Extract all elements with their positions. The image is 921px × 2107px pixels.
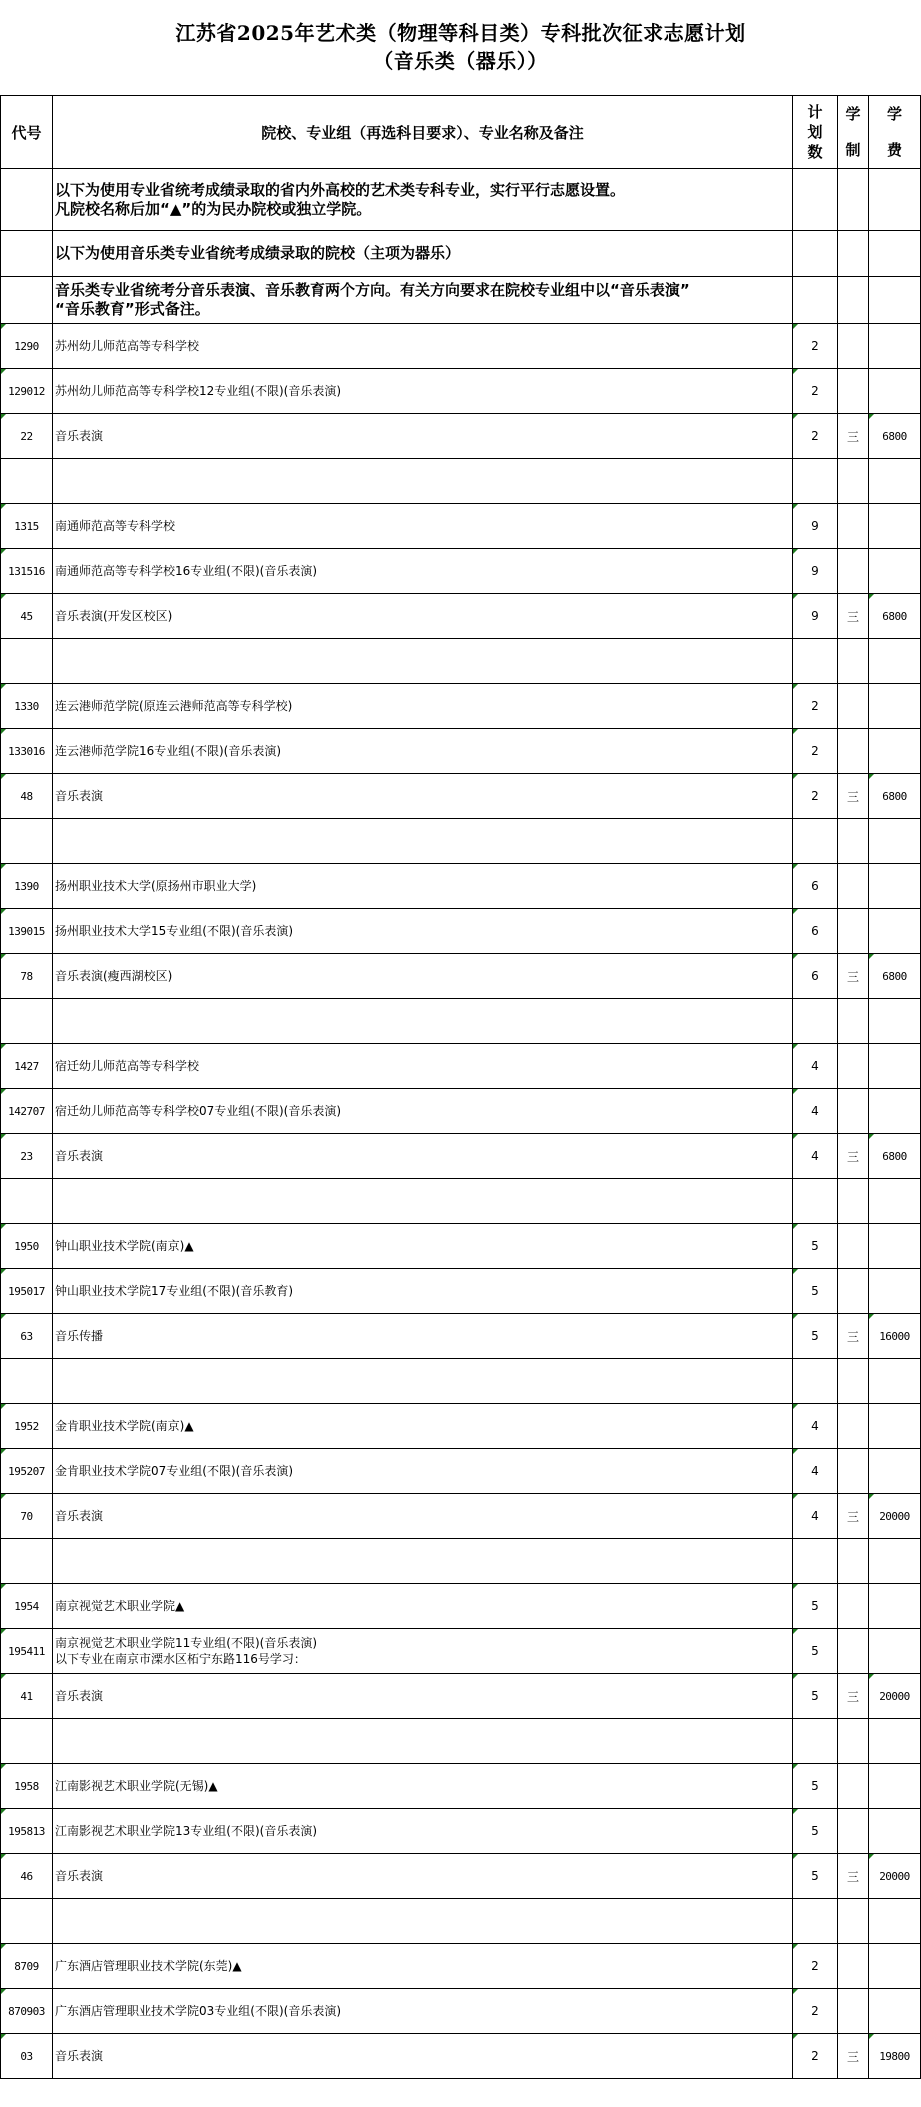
plan-count: 2 [793, 1989, 838, 2034]
fee-cell [869, 324, 921, 369]
blank-row [1, 1719, 921, 1764]
major-name: 音乐表演 [53, 774, 793, 819]
plan-count: 5 [793, 1269, 838, 1314]
years-cell [838, 1044, 869, 1089]
code-cell [1, 231, 53, 277]
plan-count: 2 [793, 324, 838, 369]
plan-count: 5 [793, 1629, 838, 1674]
major-code: 45 [1, 594, 53, 639]
intro-line: “音乐教育”形式备注。 [55, 300, 210, 318]
group-code: 139015 [1, 909, 53, 954]
study-years: 三 [838, 954, 869, 999]
code-cell [1, 459, 53, 504]
major-row [1, 594, 921, 639]
tuition-fee: 6800 [869, 1134, 921, 1179]
tuition-fee: 6800 [869, 414, 921, 459]
plan-count: 6 [793, 909, 838, 954]
blank-row [1, 459, 921, 504]
group-row [1, 1449, 921, 1494]
intro-row [1, 169, 921, 231]
major-name: 音乐表演(开发区校区) [53, 594, 793, 639]
group-name [53, 1809, 793, 1854]
years-cell [838, 324, 869, 369]
plan-count: 4 [793, 1044, 838, 1089]
group-row [1, 1629, 921, 1674]
blank-row [1, 639, 921, 684]
code-cell [1, 819, 53, 864]
major-row [1, 414, 921, 459]
years-cell [838, 1359, 869, 1404]
group-code: 195207 [1, 1449, 53, 1494]
fee-cell [869, 369, 921, 414]
plan-count: 4 [793, 1134, 838, 1179]
group-name [53, 1629, 793, 1674]
group-name [53, 1989, 793, 2034]
code-cell [1, 1899, 53, 1944]
plan-count: 2 [793, 369, 838, 414]
major-name: 音乐表演 [53, 1494, 793, 1539]
years-cell [838, 1584, 869, 1629]
study-years: 三 [838, 1494, 869, 1539]
group-name-text: 江南影视艺术职业学院13专业组(不限)(音乐表演) [55, 1824, 317, 1838]
intro-note [53, 169, 793, 231]
major-code: 78 [1, 954, 53, 999]
header-name: 院校、专业组（再选科目要求）、专业名称及备注 [53, 96, 793, 169]
years-cell [838, 1269, 869, 1314]
document-title: 江苏省2025年艺术类（物理等科目类）专科批次征求志愿计划 [175, 21, 746, 45]
years-cell [838, 549, 869, 594]
major-name: 音乐表演 [53, 1674, 793, 1719]
code-cell [1, 999, 53, 1044]
group-name-text: 苏州幼儿师范高等专科学校12专业组(不限)(音乐表演) [55, 384, 341, 398]
study-years: 三 [838, 1854, 869, 1899]
name-cell [53, 1539, 793, 1584]
group-name-text: 南通师范高等专科学校16专业组(不限)(音乐表演) [55, 564, 317, 578]
fee-cell [869, 1809, 921, 1854]
school-code: 1952 [1, 1404, 53, 1449]
major-code: 70 [1, 1494, 53, 1539]
school-name: 宿迁幼儿师范高等专科学校 [53, 1044, 793, 1089]
group-name-text: 连云港师范学院16专业组(不限)(音乐表演) [55, 744, 281, 758]
plan-count: 4 [793, 1449, 838, 1494]
plan-cell [793, 1719, 838, 1764]
years-cell [838, 169, 869, 231]
code-cell [1, 639, 53, 684]
school-name: 江南影视艺术职业学院(无锡)▲ [53, 1764, 793, 1809]
plan-count: 2 [793, 774, 838, 819]
plan-cell [793, 1899, 838, 1944]
major-name: 音乐传播 [53, 1314, 793, 1359]
document-subtitle: （音乐类（器乐）） [373, 49, 548, 73]
code-cell [1, 1179, 53, 1224]
years-cell [838, 504, 869, 549]
fee-cell [869, 1224, 921, 1269]
years-cell [838, 1944, 869, 1989]
tuition-fee: 16000 [869, 1314, 921, 1359]
fee-cell [869, 1764, 921, 1809]
major-code: 41 [1, 1674, 53, 1719]
group-name-text: 扬州职业技术大学15专业组(不限)(音乐表演) [55, 924, 293, 938]
school-code: 1290 [1, 324, 53, 369]
plan-count: 9 [793, 549, 838, 594]
intro-line: 凡院校名称后加“▲”的为民办院校或独立学院。 [55, 199, 372, 218]
header-code: 代号 [1, 96, 53, 169]
intro-line: 音乐类专业省统考分音乐表演、音乐教育两个方向。有关方向要求在院校专业组中以“音乐表演” [55, 281, 690, 299]
years-cell [838, 819, 869, 864]
plan-count: 4 [793, 1404, 838, 1449]
years-cell [838, 999, 869, 1044]
blank-row [1, 819, 921, 864]
study-years: 三 [838, 2034, 869, 2079]
school-name: 连云港师范学院(原连云港师范高等专科学校) [53, 684, 793, 729]
tuition-fee: 6800 [869, 774, 921, 819]
school-code: 1427 [1, 1044, 53, 1089]
school-code: 1950 [1, 1224, 53, 1269]
school-name: 南京视觉艺术职业学院▲ [53, 1584, 793, 1629]
major-name: 音乐表演 [53, 1134, 793, 1179]
plan-count: 5 [793, 1224, 838, 1269]
major-row [1, 774, 921, 819]
plan-count: 4 [793, 1089, 838, 1134]
group-row [1, 369, 921, 414]
major-row [1, 1134, 921, 1179]
group-row [1, 1089, 921, 1134]
years-cell [838, 1989, 869, 2034]
years-cell [838, 459, 869, 504]
group-note: 以下专业在南京市溧水区柘宁东路116号学习： [55, 1652, 306, 1666]
fee-cell [869, 1629, 921, 1674]
fee-cell [869, 1539, 921, 1584]
major-row [1, 1314, 921, 1359]
major-name: 音乐表演(瘦西湖校区) [53, 954, 793, 999]
plan-count: 5 [793, 1764, 838, 1809]
major-name: 音乐表演 [53, 1854, 793, 1899]
group-code: 142707 [1, 1089, 53, 1134]
major-code: 23 [1, 1134, 53, 1179]
fee-cell [869, 684, 921, 729]
intro-line: 以下为使用音乐类专业省统考成绩录取的院校（主项为器乐） [55, 244, 461, 262]
major-row [1, 954, 921, 999]
plan-count: 5 [793, 1314, 838, 1359]
group-name [53, 549, 793, 594]
code-cell [1, 1359, 53, 1404]
name-cell [53, 1179, 793, 1224]
fee-cell [869, 549, 921, 594]
fee-cell [869, 1404, 921, 1449]
study-years: 三 [838, 1674, 869, 1719]
school-code: 1954 [1, 1584, 53, 1629]
group-code: 195411 [1, 1629, 53, 1674]
fee-cell [869, 639, 921, 684]
name-cell [53, 1719, 793, 1764]
plan-cell [793, 1359, 838, 1404]
group-code: 129012 [1, 369, 53, 414]
major-row [1, 1854, 921, 1899]
fee-cell [869, 819, 921, 864]
plan-cell [793, 459, 838, 504]
years-cell [838, 1179, 869, 1224]
name-cell [53, 819, 793, 864]
years-cell [838, 909, 869, 954]
group-row [1, 729, 921, 774]
fee-cell [869, 277, 921, 324]
fee-cell [869, 1179, 921, 1224]
years-cell [838, 369, 869, 414]
study-years: 三 [838, 1314, 869, 1359]
plan-count: 6 [793, 954, 838, 999]
header-years-label: 学制 [845, 105, 861, 159]
name-cell [53, 1899, 793, 1944]
tuition-fee: 19800 [869, 2034, 921, 2079]
major-code: 63 [1, 1314, 53, 1359]
fee-cell [869, 999, 921, 1044]
plan-cell [793, 999, 838, 1044]
years-cell [838, 1899, 869, 1944]
school-row [1, 324, 921, 369]
group-name-text: 广东酒店管理职业技术学院03专业组(不限)(音乐表演) [55, 2004, 341, 2018]
group-row [1, 1989, 921, 2034]
plan-cell [793, 169, 838, 231]
fee-cell [869, 1089, 921, 1134]
plan-count: 2 [793, 1944, 838, 1989]
school-code: 1958 [1, 1764, 53, 1809]
study-years: 三 [838, 1134, 869, 1179]
major-code: 46 [1, 1854, 53, 1899]
plan-count: 5 [793, 1584, 838, 1629]
school-row [1, 684, 921, 729]
plan-count: 9 [793, 504, 838, 549]
fee-cell [869, 1899, 921, 1944]
intro-row [1, 231, 921, 277]
fee-cell [869, 729, 921, 774]
group-row [1, 909, 921, 954]
fee-cell [869, 864, 921, 909]
school-row [1, 1584, 921, 1629]
group-name-text: 南京视觉艺术职业学院11专业组(不限)(音乐表演) [55, 1636, 317, 1650]
header-plan-label: 计划数 [807, 103, 823, 161]
blank-row [1, 999, 921, 1044]
years-cell [838, 1449, 869, 1494]
major-row [1, 1494, 921, 1539]
tuition-fee: 20000 [869, 1854, 921, 1899]
fee-cell [869, 1359, 921, 1404]
plan-cell [793, 231, 838, 277]
fee-cell [869, 909, 921, 954]
group-row [1, 1269, 921, 1314]
group-code: 131516 [1, 549, 53, 594]
group-name [53, 729, 793, 774]
enrollment-plan-table [0, 95, 921, 2079]
fee-cell [869, 169, 921, 231]
group-code: 870903 [1, 1989, 53, 2034]
header-fee-label: 学费 [887, 105, 903, 159]
group-name-text: 钟山职业技术学院17专业组(不限)(音乐教育) [55, 1284, 293, 1298]
years-cell [838, 1404, 869, 1449]
name-cell [53, 999, 793, 1044]
fee-cell [869, 1449, 921, 1494]
tuition-fee: 6800 [869, 954, 921, 999]
intro-row [1, 277, 921, 324]
plan-cell [793, 639, 838, 684]
school-code: 8709 [1, 1944, 53, 1989]
group-row [1, 1809, 921, 1854]
years-cell [838, 277, 869, 324]
school-name: 金肯职业技术学院(南京)▲ [53, 1404, 793, 1449]
blank-row [1, 1359, 921, 1404]
school-row [1, 504, 921, 549]
fee-cell [869, 1584, 921, 1629]
group-name-text: 宿迁幼儿师范高等专科学校07专业组(不限)(音乐表演) [55, 1104, 341, 1118]
name-cell [53, 639, 793, 684]
study-years: 三 [838, 594, 869, 639]
school-code: 1315 [1, 504, 53, 549]
plan-count: 6 [793, 864, 838, 909]
study-years: 三 [838, 414, 869, 459]
years-cell [838, 1764, 869, 1809]
group-name [53, 1089, 793, 1134]
fee-cell [869, 504, 921, 549]
intro-note [53, 277, 793, 324]
code-cell [1, 1719, 53, 1764]
school-row [1, 1224, 921, 1269]
years-cell [838, 1539, 869, 1584]
years-cell [838, 1719, 869, 1764]
name-cell [53, 459, 793, 504]
school-name: 苏州幼儿师范高等专科学校 [53, 324, 793, 369]
years-cell [838, 639, 869, 684]
code-cell [1, 1539, 53, 1584]
plan-count: 2 [793, 684, 838, 729]
major-name: 音乐表演 [53, 414, 793, 459]
code-cell [1, 169, 53, 231]
plan-count: 5 [793, 1854, 838, 1899]
years-cell [838, 1089, 869, 1134]
plan-cell [793, 1179, 838, 1224]
blank-row [1, 1179, 921, 1224]
intro-note [53, 231, 793, 277]
table-header-row [1, 96, 921, 169]
header-plan [793, 96, 838, 169]
fee-cell [869, 1044, 921, 1089]
group-name [53, 909, 793, 954]
fee-cell [869, 1989, 921, 2034]
group-code: 195813 [1, 1809, 53, 1854]
tuition-fee: 6800 [869, 594, 921, 639]
major-code: 03 [1, 2034, 53, 2079]
group-name-text: 金肯职业技术学院07专业组(不限)(音乐表演) [55, 1464, 293, 1478]
plan-count: 2 [793, 2034, 838, 2079]
code-cell [1, 277, 53, 324]
name-cell [53, 1359, 793, 1404]
tuition-fee: 20000 [869, 1674, 921, 1719]
years-cell [838, 231, 869, 277]
plan-count: 5 [793, 1809, 838, 1854]
group-code: 195017 [1, 1269, 53, 1314]
plan-cell [793, 277, 838, 324]
school-code: 1390 [1, 864, 53, 909]
plan-count: 9 [793, 594, 838, 639]
plan-cell [793, 1539, 838, 1584]
tuition-fee: 20000 [869, 1494, 921, 1539]
major-name: 音乐表演 [53, 2034, 793, 2079]
plan-cell [793, 819, 838, 864]
blank-row [1, 1899, 921, 1944]
years-cell [838, 1224, 869, 1269]
plan-count: 5 [793, 1674, 838, 1719]
fee-cell [869, 459, 921, 504]
school-name: 南通师范高等专科学校 [53, 504, 793, 549]
major-row [1, 1674, 921, 1719]
years-cell [838, 684, 869, 729]
group-code: 133016 [1, 729, 53, 774]
plan-count: 4 [793, 1494, 838, 1539]
major-code: 22 [1, 414, 53, 459]
plan-count: 2 [793, 414, 838, 459]
major-code: 48 [1, 774, 53, 819]
fee-cell [869, 231, 921, 277]
group-row [1, 549, 921, 594]
group-name [53, 1269, 793, 1314]
years-cell [838, 729, 869, 774]
intro-line: 以下为使用专业省统考成绩录取的省内外高校的艺术类专科专业，实行平行志愿设置。 [55, 180, 626, 199]
fee-cell [869, 1944, 921, 1989]
major-row [1, 2034, 921, 2079]
header-fee [869, 96, 921, 169]
fee-cell [869, 1269, 921, 1314]
school-row [1, 1944, 921, 1989]
school-name: 扬州职业技术大学(原扬州市职业大学) [53, 864, 793, 909]
school-row [1, 1044, 921, 1089]
study-years: 三 [838, 774, 869, 819]
years-cell [838, 1809, 869, 1854]
header-years [838, 96, 869, 169]
plan-count: 2 [793, 729, 838, 774]
school-row [1, 864, 921, 909]
group-name [53, 1449, 793, 1494]
group-name [53, 369, 793, 414]
years-cell [838, 864, 869, 909]
blank-row [1, 1539, 921, 1584]
school-name: 广东酒店管理职业技术学院(东莞)▲ [53, 1944, 793, 1989]
school-name: 钟山职业技术学院(南京)▲ [53, 1224, 793, 1269]
school-row [1, 1404, 921, 1449]
years-cell [838, 1629, 869, 1674]
fee-cell [869, 1719, 921, 1764]
school-row [1, 1764, 921, 1809]
school-code: 1330 [1, 684, 53, 729]
